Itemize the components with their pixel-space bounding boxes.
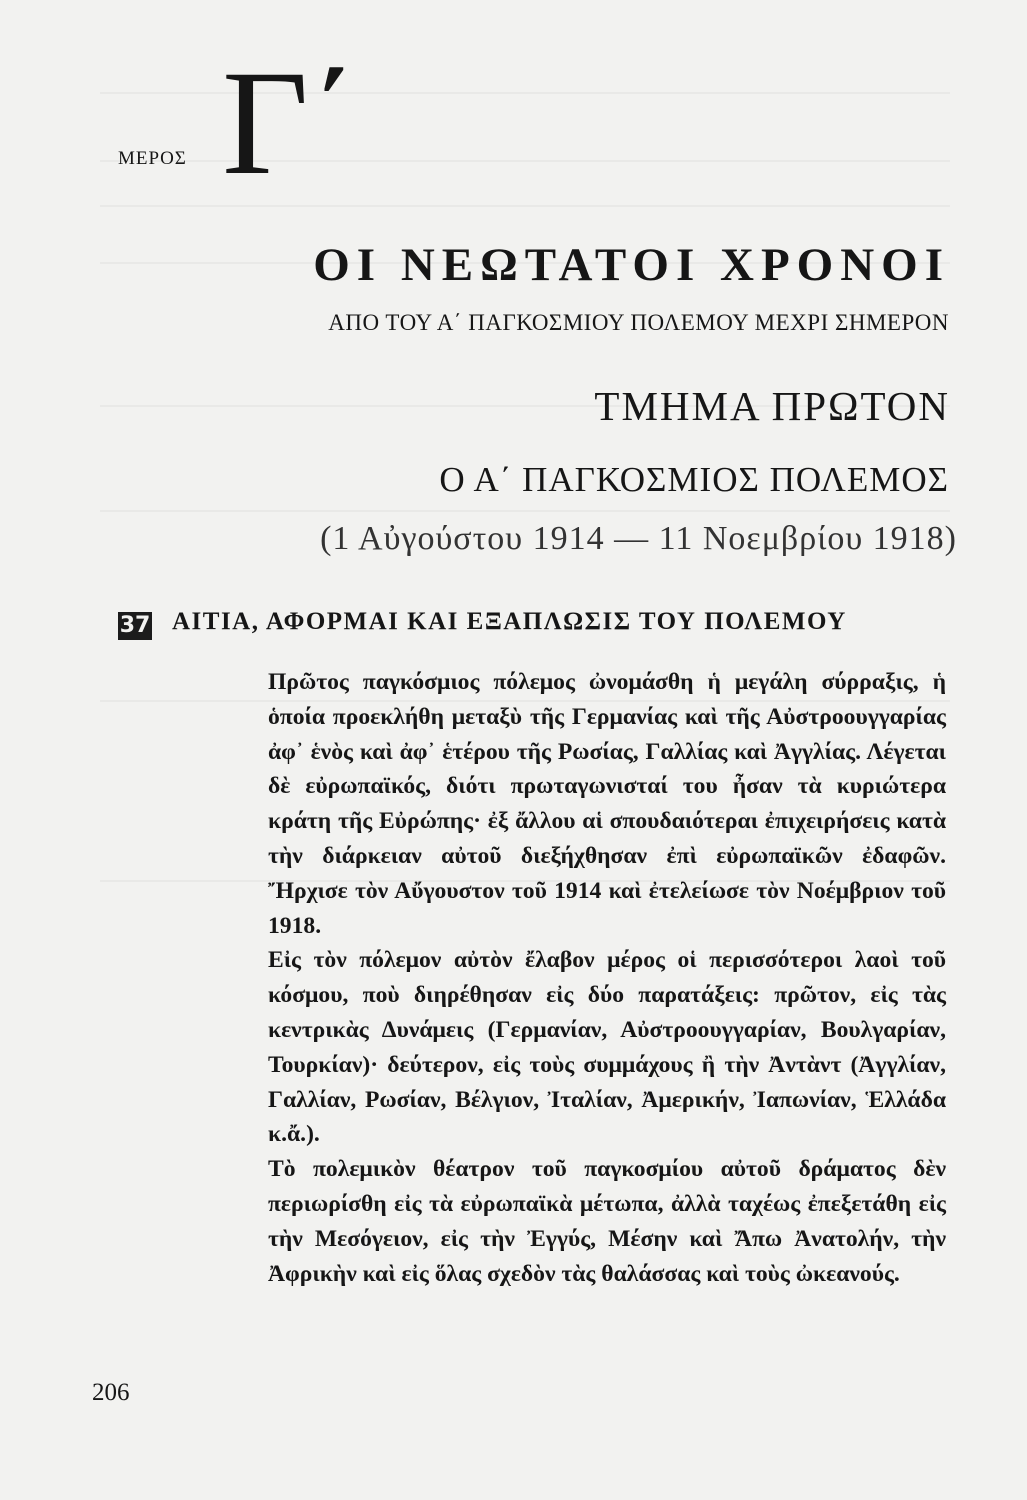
part-letter: Γ΄ — [222, 40, 359, 206]
date-range: (1 Αὐγούστου 1914 — 11 Νοεμβρίου 1918) — [320, 520, 957, 557]
page-title: ΟΙ ΝΕΩΤΑΤΟΙ ΧΡΟΝΟΙ — [313, 239, 950, 291]
bleed-through-line — [100, 510, 950, 512]
section-heading: ΤΜΗΜΑ ΠΡΩΤΟΝ — [594, 383, 950, 429]
war-heading: Ο Α΄ ΠΑΓΚΟΣΜΙΟΣ ΠΟΛΕΜΟΣ — [439, 460, 949, 499]
page-subtitle: ΑΠΟ ΤΟΥ Α΄ ΠΑΓΚΟΣΜΙΟΥ ΠΟΛΕΜΟΥ ΜΕΧΡΙ ΣΗΜΕΡΟΝ — [328, 310, 949, 335]
paragraph: Τὸ πολεμικὸν θέατρον τοῦ παγκοσμίου αὐτοῦ δράματος δὲν περιωρίσθη εἰς τὰ εὐρωπαϊκὰ μέτωπα, ἀλλὰ ταχέως ἐπεξετάθη εἰς τὴν Μεσόγειον, εἰς τὴν Ἐγγύς, Μέσην καὶ Ἄπω Ἀνατολήν, τὴν Ἀφρικὴν καὶ εἰς ὅλας σχεδὸν τὰς θαλάσσας καὶ τοὺς ὠκεανούς. — [268, 1156, 946, 1287]
body-text — [268, 665, 946, 1291]
part-label: ΜΕΡΟΣ — [118, 148, 187, 169]
page-number: 206 — [92, 1379, 130, 1406]
chapter-title: ΑΙΤΙΑ, ΑΦΟΡΜΑΙ ΚΑΙ ΕΞΑΠΛΩΣΙΣ ΤΟΥ ΠΟΛΕΜΟΥ — [172, 608, 847, 635]
paragraph: Εἰς τὸν πόλεμον αὐτὸν ἔλαβον μέρος οἱ περισσότεροι λαοὶ τοῦ κόσμου, ποὺ διηρέθησαν εἰς δύο παρατάξεις: πρῶτον, εἰς τὰς κεντρικὰς Δυνάμεις (Γερμανίαν, Αὐστροουγγαρίαν, Βουλγαρίαν, Τουρκίαν)· δεύτερον, εἰς τοὺς συμμάχους ἢ τὴν Ἀντὰντ (Ἀγγλίαν, Γαλλίαν, Ρωσίαν, Βέλγιον, Ἰταλίαν, Ἀμερικήν, Ἰαπωνίαν, Ἑλλάδα κ.ἄ.). — [268, 947, 946, 1148]
paragraph: Πρῶτος παγκόσμιος πόλεμος ὠνομάσθη ἡ μεγάλη σύρραξις, ἡ ὁποία προεκλήθη μεταξὺ τῆς Γερμανίας καὶ τῆς Αὐστροουγγαρίας ἀφ᾽ ἑνὸς καὶ ἀφ᾽ ἑτέρου τῆς Ρωσίας, Γαλλίας καὶ Ἀγγλίας. Λέγεται δὲ εὐρωπαϊκός, διότι πρωταγωνισταί του ἦσαν τὰ κυριώτερα κράτη τῆς Εὐρώπης· ἐξ ἄλλου αἱ σπουδαιότεραι ἐπιχειρήσεις κατὰ τὴν διάρκειαν αὐτοῦ διεξήχθησαν ἐπὶ εὐρωπαϊκῶν ἐδαφῶν. Ἤρχισε τὸν Αὔγουστον τοῦ 1914 καὶ ἐτελείωσε τὸν Νοέμβριον τοῦ 1918. — [268, 669, 946, 939]
chapter-number-badge: 37 — [119, 613, 151, 638]
